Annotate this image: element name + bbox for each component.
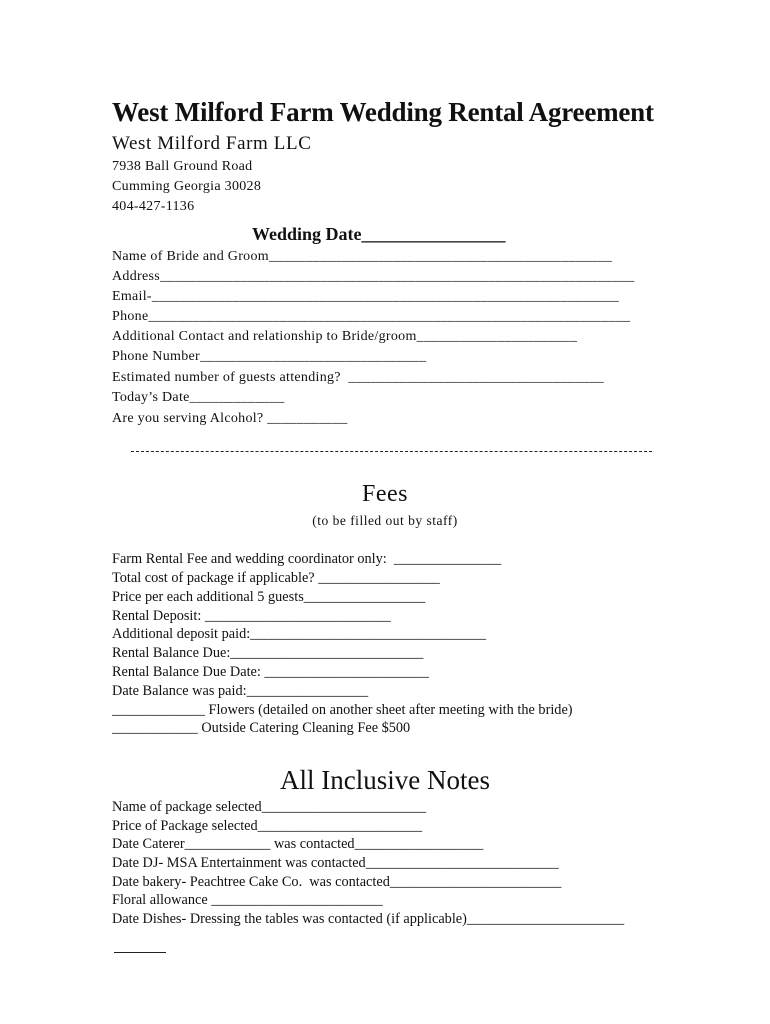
note-line[interactable]: Date bakery- Peachtree Cake Co. was contacted________________________ [112,874,562,890]
note-line[interactable]: Date Dishes- Dressing the tables was contacted (if applicable)______________________ [112,911,625,927]
contact-field-phone[interactable]: Phone__________________________________________________________________ [112,309,631,324]
contact-field-guests[interactable]: Estimated number of guests attending? ___________________________________ [112,370,604,385]
section-divider [131,451,652,452]
note-line[interactable]: Date DJ- MSA Entertainment was contacted___________________________ [112,855,559,871]
note-line[interactable]: Date Caterer____________ was contacted__________________ [112,836,484,852]
trailing-blank-line[interactable] [114,952,166,953]
address-city: Cumming Georgia 30028 [112,179,262,194]
fee-line[interactable]: Farm Rental Fee and wedding coordinator only: _______________ [112,551,502,567]
contact-field-names[interactable]: Name of Bride and Groom_______________________________________________ [112,249,613,264]
contact-field-additional[interactable]: Additional Contact and relationship to Bride/groom______________________ [112,329,578,344]
address-street: 7938 Ball Ground Road [112,159,253,174]
contact-field-email[interactable]: Email-________________________________________________________________ [112,289,620,304]
fees-subheading: (to be filled out by staff) [312,513,458,528]
contact-field-address[interactable]: Address_________________________________________________________________ [112,269,635,284]
note-line[interactable]: Price of Package selected_______________________ [112,818,423,834]
contact-field-alcohol[interactable]: Are you serving Alcohol? ___________ [112,411,348,426]
contact-field-todays-date[interactable]: Today’s Date_____________ [112,390,285,405]
fee-line[interactable]: Total cost of package if applicable? _________________ [112,570,440,586]
fee-line[interactable]: Additional deposit paid:_________________________________ [112,626,487,642]
fee-line[interactable]: ____________ Outside Catering Cleaning Fee $500 [112,720,411,736]
fee-line[interactable]: Price per each additional 5 guests_________________ [112,589,426,605]
contact-field-phone-number[interactable]: Phone Number_______________________________ [112,349,427,364]
fee-line[interactable]: Rental Deposit: __________________________ [112,608,391,624]
fee-line[interactable]: _____________ Flowers (detailed on another sheet after meeting with the bride) [112,702,573,718]
company-name: West Milford Farm LLC [112,133,312,154]
note-line[interactable]: Name of package selected_______________________ [112,799,427,815]
page-title: West Milford Farm Wedding Rental Agreement [112,97,654,127]
fee-line[interactable]: Rental Balance Due Date: _______________________ [112,664,429,680]
fee-line[interactable]: Rental Balance Due:___________________________ [112,645,424,661]
note-line[interactable]: Floral allowance ________________________ [112,892,383,908]
phone-number: 404-427-1136 [112,199,195,214]
notes-heading: All Inclusive Notes [280,765,490,795]
fee-line[interactable]: Date Balance was paid:_________________ [112,683,369,699]
wedding-date-field[interactable]: Wedding Date________________ [252,224,506,244]
fees-heading: Fees [362,481,408,507]
